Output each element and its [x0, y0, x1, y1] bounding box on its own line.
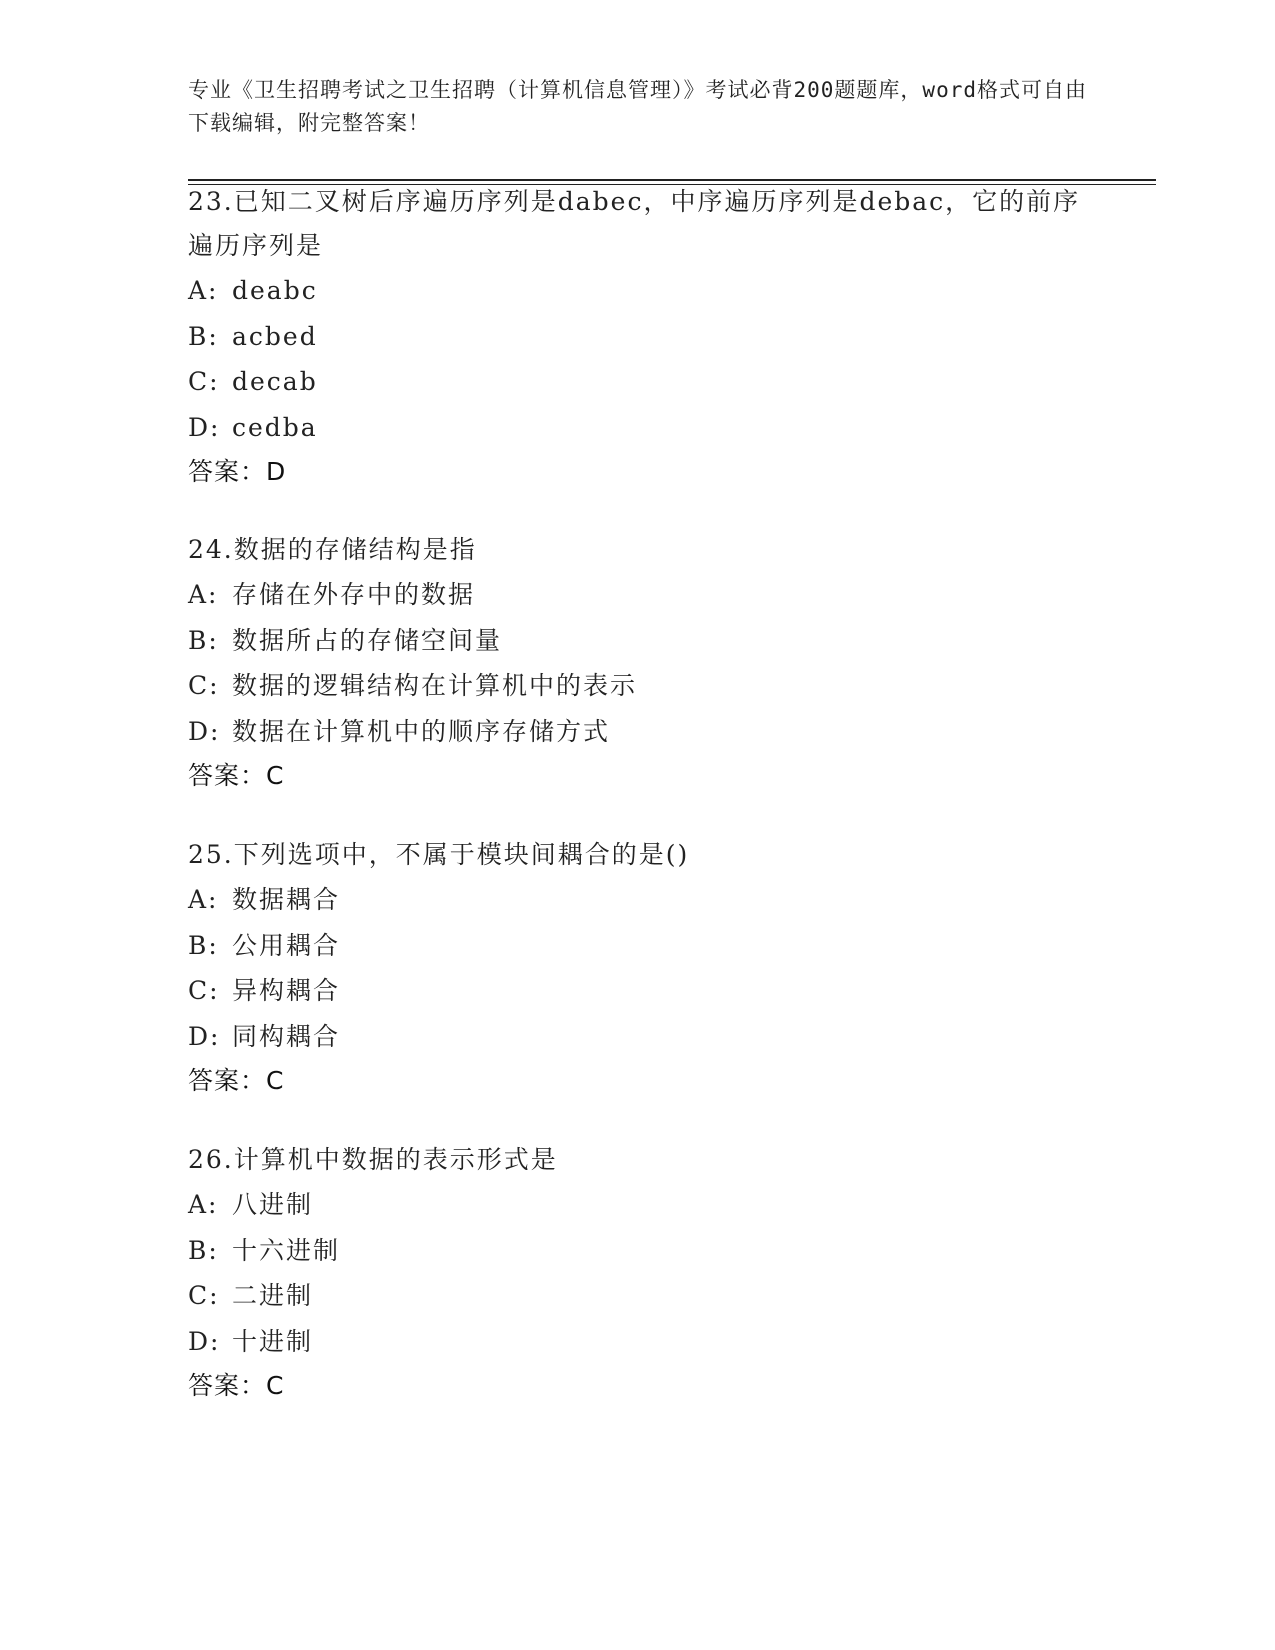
option-text: 十进制: [232, 1326, 314, 1356]
option-c: [188, 968, 1088, 1014]
option-text: deabc: [232, 276, 318, 305]
question-stem: 24.数据的存储结构是指: [188, 535, 477, 564]
option-text: 数据的逻辑结构在计算机中的表示: [232, 671, 638, 700]
option-text: 二进制: [232, 1281, 314, 1310]
option-text: 八进制: [232, 1190, 314, 1219]
question-stem: 26.计算机中数据的表示形式是: [188, 1145, 558, 1174]
option-text: 数据所占的存储空间量: [232, 625, 503, 655]
question-stem: 23.已知二叉树后序遍历序列是dabec，中序遍历序列是debac，它的前序遍历序列是: [188, 187, 1081, 260]
option-b: [188, 1228, 1088, 1274]
answer: 答案：C: [188, 1371, 285, 1400]
option-label: D:: [188, 1021, 221, 1051]
document-intro: 专业《卫生招聘考试之卫生招聘（计算机信息管理）》考试必背200题题库，word格式可自由下载编辑，附完整答案！: [188, 78, 1087, 135]
option-text: 异构耦合: [232, 976, 341, 1005]
option-a: [188, 268, 1088, 314]
option-label: B:: [188, 930, 219, 960]
option-text: acbed: [232, 321, 318, 351]
option-text: cedba: [232, 412, 318, 442]
option-label: D:: [188, 1326, 221, 1356]
option-label: A:: [188, 1190, 219, 1219]
option-text: 数据耦合: [232, 885, 341, 914]
question-stem: 25.下列选项中，不属于模块间耦合的是(): [188, 840, 690, 869]
option-d: [188, 709, 1088, 755]
question-25: [188, 833, 1088, 1103]
option-label: B:: [188, 321, 219, 351]
option-text: 公用耦合: [232, 930, 341, 960]
option-text: decab: [232, 367, 318, 396]
answer: 答案：C: [188, 1066, 285, 1095]
option-a: [188, 572, 1088, 618]
option-label: C:: [188, 1281, 220, 1310]
option-b: [188, 923, 1088, 969]
answer: 答案：C: [188, 761, 285, 790]
option-label: C:: [188, 367, 220, 396]
option-text: 十六进制: [232, 1235, 341, 1265]
question-26: [188, 1138, 1088, 1408]
option-b: [188, 314, 1088, 360]
answer: 答案：D: [188, 457, 287, 486]
option-label: A:: [188, 885, 219, 914]
option-label: C:: [188, 976, 220, 1005]
option-label: A:: [188, 276, 219, 305]
option-label: B:: [188, 625, 219, 655]
option-label: B:: [188, 1235, 219, 1265]
option-c: [188, 1273, 1088, 1319]
option-text: 同构耦合: [232, 1021, 341, 1051]
question-24: [188, 528, 1088, 798]
option-text: 数据在计算机中的顺序存储方式: [232, 716, 611, 746]
question-23: [188, 180, 1088, 494]
option-c: [188, 359, 1088, 405]
option-d: [188, 405, 1088, 451]
option-d: [188, 1319, 1088, 1365]
option-a: [188, 1182, 1088, 1228]
option-text: 存储在外存中的数据: [232, 580, 476, 609]
option-label: C:: [188, 671, 220, 700]
option-label: A:: [188, 580, 219, 609]
option-a: [188, 877, 1088, 923]
option-c: [188, 663, 1088, 709]
option-label: D:: [188, 716, 221, 746]
option-label: D:: [188, 412, 221, 442]
option-b: [188, 618, 1088, 664]
option-d: [188, 1014, 1088, 1060]
